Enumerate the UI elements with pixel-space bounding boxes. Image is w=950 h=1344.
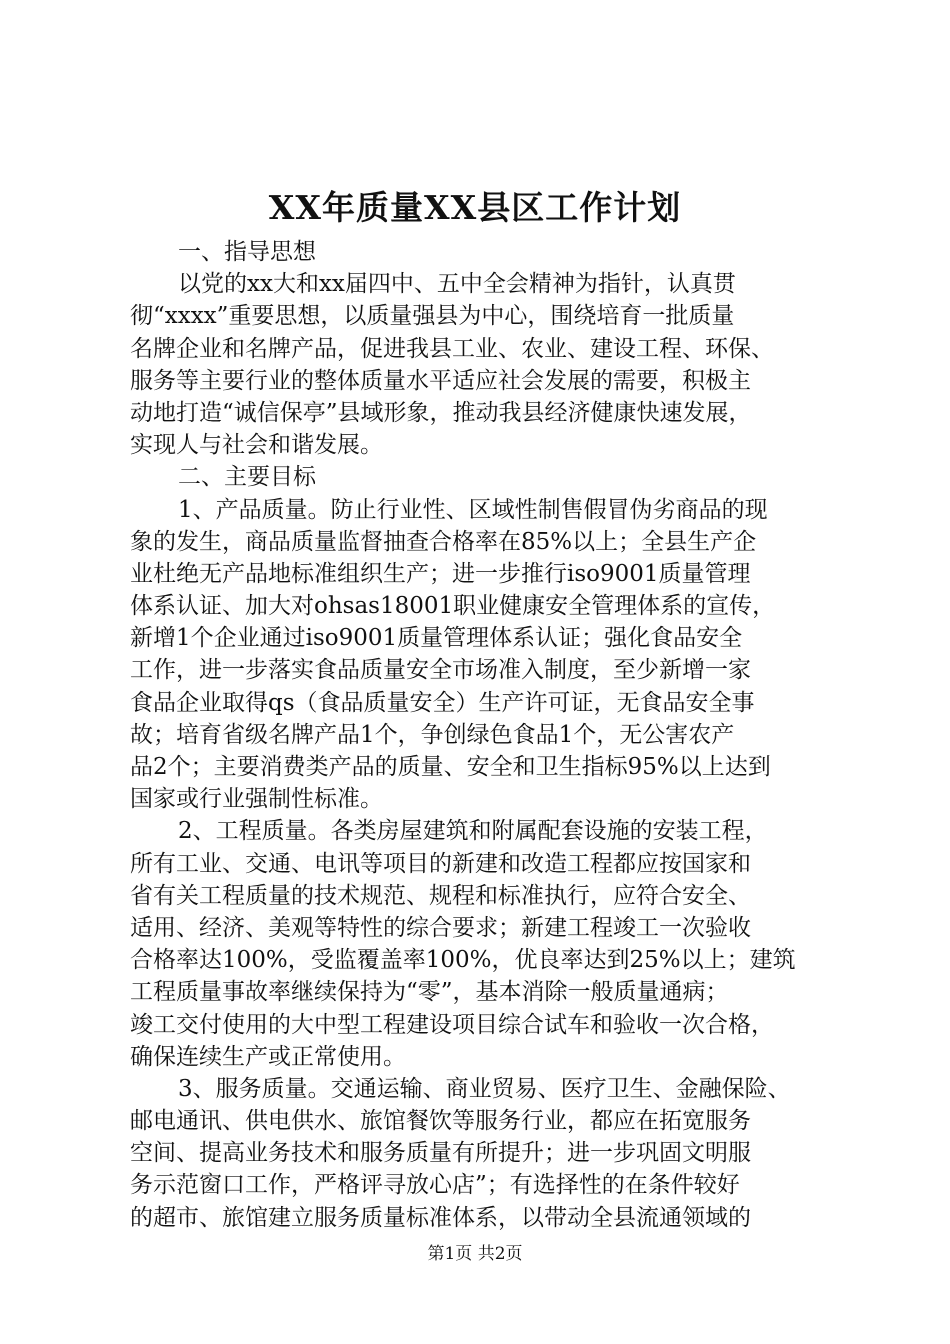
section-heading: 二、主要目标 — [178, 464, 316, 491]
body-line: 的超市、旅馆建立服务质量标准体系，以带动全县流通领域的 — [130, 1204, 751, 1231]
body-line: 空间、提高业务技术和服务质量有所提升；进一步巩固文明服 — [130, 1140, 751, 1167]
body-line: 新增1个企业通过iso9001质量管理体系认证；强化食品安全 — [130, 625, 743, 652]
body-line: 1、产品质量。防止行业性、区域性制售假冒伪劣商品的现 — [178, 496, 768, 523]
body-line: 实现人与社会和谐发展。 — [130, 432, 383, 459]
body-line: 国家或行业强制性标准。 — [130, 786, 383, 813]
body-line: 工作，进一步落实食品质量安全市场准入制度，至少新增一家 — [130, 657, 751, 684]
body-line: 工程质量事故率继续保持为“零”，基本消除一般质量通病； — [130, 979, 729, 1006]
document-title: XX年质量XX县区工作计划 — [268, 188, 682, 227]
body-line: 体系认证、加大对ohsas18001职业健康安全管理体系的宣传， — [130, 593, 776, 620]
body-line: 业杜绝无产品地标准组织生产；进一步推行iso9001质量管理 — [130, 560, 751, 587]
body-line: 邮电通讯、供电供水、旅馆餐饮等服务行业，都应在拓宽服务 — [130, 1108, 751, 1135]
body-line: 竣工交付使用的大中型工程建设项目综合试车和验收一次合格， — [130, 1011, 774, 1038]
body-line: 名牌企业和名牌产品，促进我县工业、农业、建设工程、环保、 — [130, 335, 774, 362]
body-line: 合格率达100%，受监覆盖率100%，优良率达到25%以上；建筑 — [130, 947, 796, 974]
body-line: 食品企业取得qs（食品质量安全）生产许可证，无食品安全事 — [130, 689, 755, 716]
body-line: 2、工程质量。各类房屋建筑和附属配套设施的安装工程， — [178, 818, 768, 845]
page-footer: 第1页 共2页 — [427, 1244, 523, 1264]
section-heading: 一、指导思想 — [178, 239, 316, 265]
body-line: 所有工业、交通、电讯等项目的新建和改造工程都应按国家和 — [130, 850, 751, 877]
body-line: 务示范窗口工作，严格评寻放心店”；有选择性的在条件较好 — [130, 1172, 740, 1199]
document-body — [130, 236, 835, 1234]
body-line: 彻“xxxx”重要思想，以质量强县为中心，围绕培育一批质量 — [130, 303, 735, 330]
body-line: 3、服务质量。交通运输、商业贸易、医疗卫生、金融保险、 — [178, 1075, 791, 1102]
body-line: 动地打造“诚信保亭”县域形象，推动我县经济健康快速发展， — [130, 399, 752, 426]
body-line: 以党的xx大和xx届四中、五中全会精神为指针，认真贯 — [178, 271, 736, 298]
body-line: 故；培育省级名牌产品1个，争创绿色食品1个，无公害农产 — [130, 721, 735, 748]
body-line: 服务等主要行业的整体质量水平适应社会发展的需要，积极主 — [130, 367, 751, 394]
body-line: 品2个；主要消费类产品的质量、安全和卫生指标95%以上达到 — [130, 754, 771, 780]
body-line: 适用、经济、美观等特性的综合要求；新建工程竣工一次验收 — [130, 914, 751, 941]
body-line: 确保连续生产或正常使用。 — [130, 1043, 406, 1070]
body-line: 省有关工程质量的技术规范、规程和标准执行，应符合安全、 — [130, 882, 751, 909]
body-line: 象的发生，商品质量监督抽查合格率在85%以上；全县生产企 — [130, 528, 757, 555]
